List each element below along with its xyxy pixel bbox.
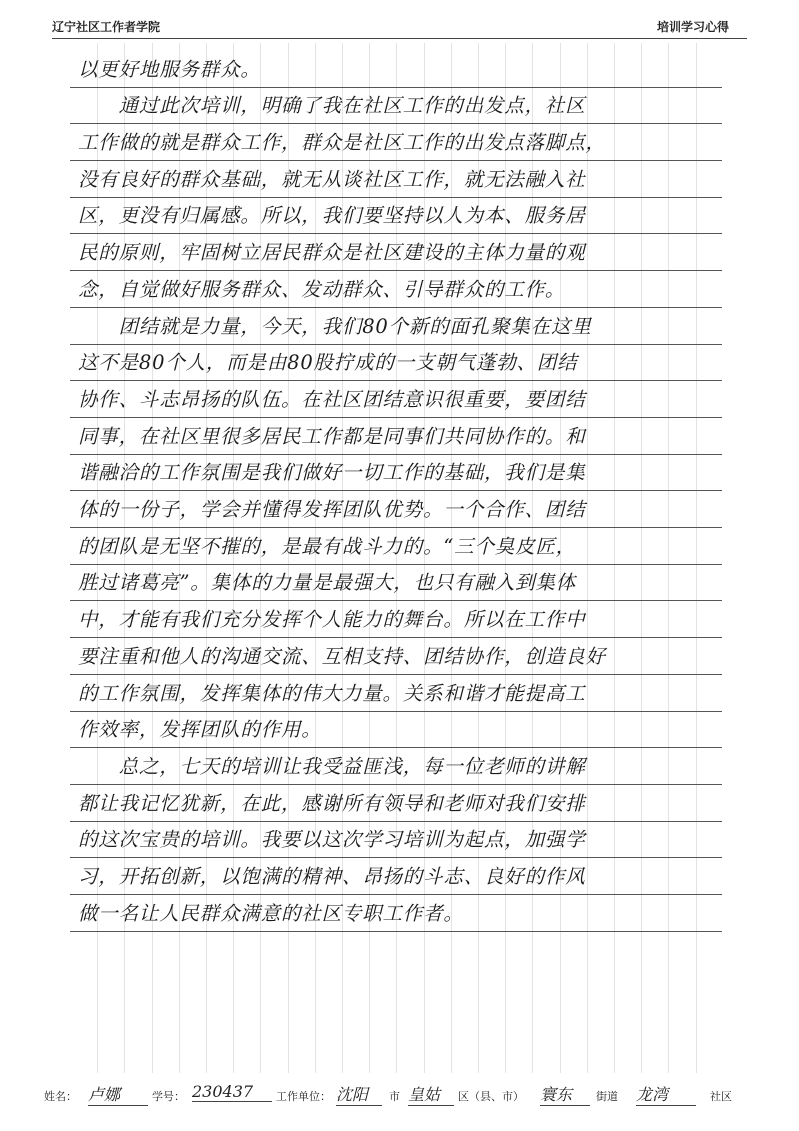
line-text: 以更好地服务群众。 — [78, 57, 261, 81]
column-guide — [668, 43, 669, 1073]
community-value: 龙湾 — [636, 1082, 696, 1106]
column-guide — [587, 43, 588, 1073]
line-text: 通过此次培训，明确了我在社区工作的出发点，社区 — [78, 94, 586, 118]
column-guide — [179, 43, 180, 1073]
line-text: 同事，在社区里很多居民工作都是同事们共同协作的。和 — [78, 424, 586, 448]
line-text: 作效率，发挥团队的作用。 — [78, 718, 322, 742]
column-guide — [696, 43, 697, 1073]
line-text: 总之，七天的培训让我受益匪浅，每一位老师的讲解 — [78, 754, 586, 778]
column-guide — [424, 43, 425, 1073]
district-value: 皇姑 — [408, 1082, 454, 1106]
line-text: 中，才能有我们充分发挥个人能力的舞台。所以在工作中 — [78, 608, 586, 632]
district-suffix: 区（县、市） — [458, 1090, 524, 1103]
line-text: 要注重和他人的沟通交流、互相支持、团结协作，创造良好 — [78, 644, 606, 668]
city-value: 沈阳 — [336, 1082, 382, 1106]
line-text: 念，自觉做好服务群众、发动群众、引导群众的工作。 — [78, 277, 566, 301]
street-value: 寰东 — [540, 1082, 590, 1106]
line-text: 习，开拓创新，以饱满的精神、昂扬的斗志、良好的作风 — [78, 865, 586, 889]
column-guide — [206, 43, 207, 1073]
header-doc-title: 培训学习心得 — [656, 20, 729, 34]
column-guide — [560, 43, 561, 1073]
lined-writing-grid — [70, 43, 722, 1073]
line-text: 工作做的就是群众工作，群众是社区工作的出发点落脚点， — [78, 131, 606, 155]
line-text: 谐融洽的工作氛围是我们做好一切工作的基础，我们是集 — [78, 461, 586, 485]
line-text: 都让我记忆犹新，在此，感谢所有领导和老师对我们安排 — [78, 791, 586, 815]
column-guide — [641, 43, 642, 1073]
column-guide — [369, 43, 370, 1073]
street-suffix: 街道 — [596, 1090, 618, 1103]
footer-info — [44, 1082, 764, 1112]
line-text: 的工作氛围，发挥集体的伟大力量。关系和谐才能提高工 — [78, 681, 586, 705]
line-text: 的团队是无坚不摧的，是最有战斗力的。“三个臭皮匠， — [78, 534, 576, 558]
column-guide — [614, 43, 615, 1073]
line-text: 没有良好的群众基础，就无从谈社区工作，就无法融入社 — [78, 167, 586, 191]
line-text: 体的一份子，学会并懂得发挥团队优势。一个合作、团结 — [78, 498, 586, 522]
column-guide — [451, 43, 452, 1073]
column-guide — [97, 43, 98, 1073]
line-text: 区，更没有归属感。所以，我们要坚持以人为本、服务居 — [78, 204, 586, 228]
line-text: 胜过诸葛亮”。集体的力量是最强大，也只有融入到集体 — [78, 571, 576, 595]
line-text: 民的原则，牢固树立居民群众是社区建设的主体力量的观 — [78, 241, 586, 265]
city-suffix: 市 — [389, 1090, 400, 1103]
column-guide — [233, 43, 234, 1073]
line-text: 团结就是力量，今天，我们80个新的面孔聚集在这里 — [78, 314, 592, 338]
column-guide — [396, 43, 397, 1073]
name-value: 卢娜 — [88, 1082, 148, 1106]
line-text: 协作、斗志昂扬的队伍。在社区团结意识很重要，要团结 — [78, 387, 586, 411]
name-label: 姓名： — [44, 1090, 77, 1103]
column-guide — [260, 43, 261, 1073]
column-guide — [288, 43, 289, 1073]
header-divider — [52, 38, 747, 39]
column-guide — [315, 43, 316, 1073]
column-guide — [478, 43, 479, 1073]
column-guide — [124, 43, 125, 1073]
column-guide — [505, 43, 506, 1073]
unit-label: 工作单位： — [276, 1090, 331, 1103]
column-guide — [532, 43, 533, 1073]
line-text: 这不是80个人，而是由80股拧成的一支朝气蓬勃、团结 — [78, 351, 578, 375]
id-label: 学号： — [152, 1090, 185, 1103]
column-guide — [152, 43, 153, 1073]
column-guide — [342, 43, 343, 1073]
community-suffix: 社区 — [710, 1090, 732, 1103]
line-text: 的这次宝贵的培训。我要以这次学习培训为起点，加强学 — [78, 828, 586, 852]
id-value: 230437 — [192, 1082, 272, 1102]
line-text: 做一名让人民群众满意的社区专职工作者。 — [78, 901, 464, 925]
header-institute: 辽宁社区工作者学院 — [52, 20, 161, 34]
